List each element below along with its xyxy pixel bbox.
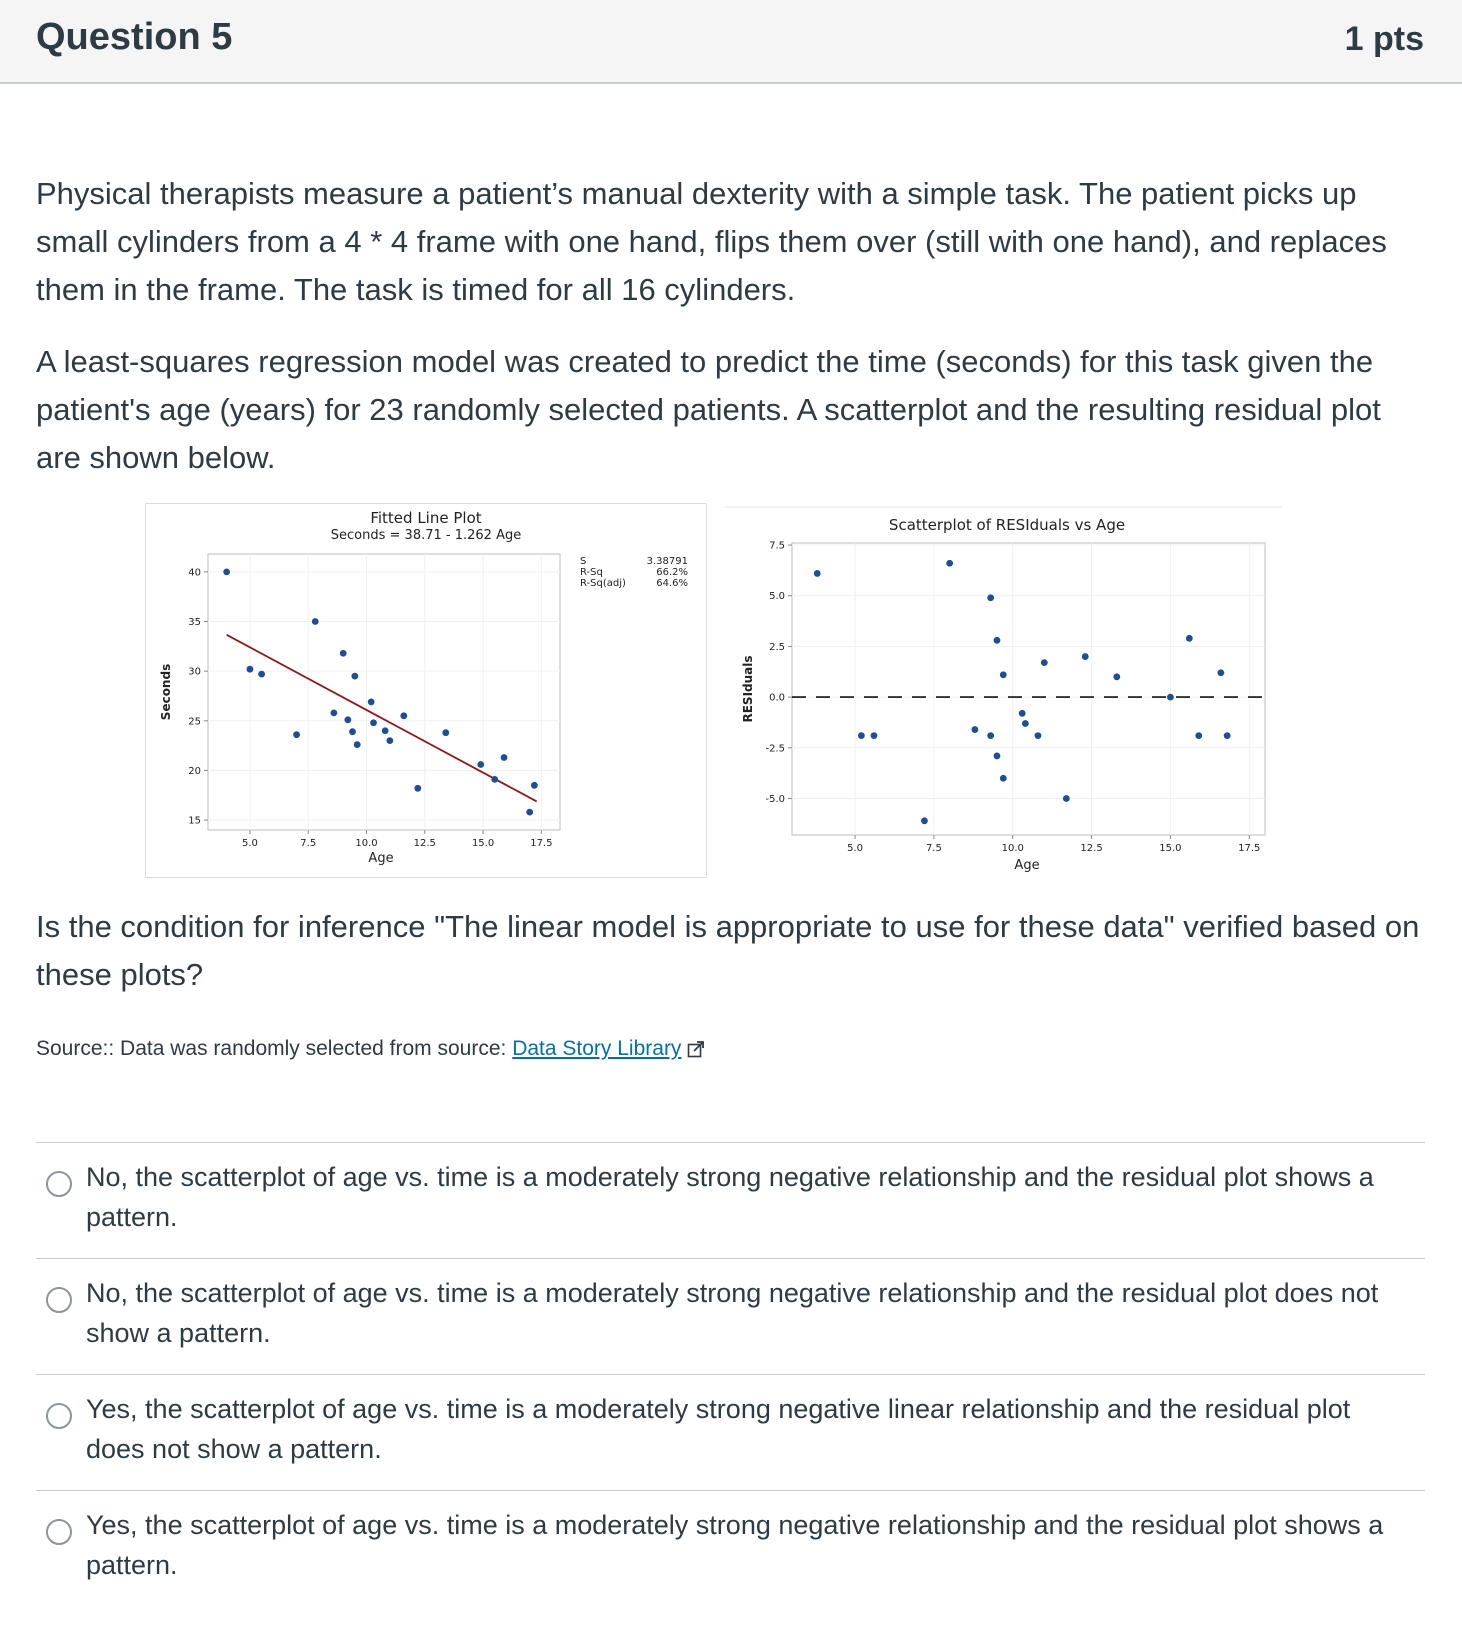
data-point: [1167, 694, 1174, 701]
question-header: [0, 0, 1462, 84]
data-point: [258, 671, 265, 678]
data-point: [971, 726, 978, 733]
answer-text-3[interactable]: Yes, the scatterplot of age vs. time is a moderately strong negative linear relationship and the residual plot does not show a pattern.: [86, 1394, 1351, 1464]
stat-s-label: S: [580, 556, 587, 567]
x-tick-label: 7.5: [925, 843, 942, 854]
data-point: [370, 719, 377, 726]
data-point: [994, 637, 1001, 644]
answer-option-1[interactable]: [36, 1142, 1425, 1258]
y-tick-label: 40: [188, 567, 201, 579]
answer-text-1[interactable]: No, the scatterplot of age vs. time is a moderately strong negative relationship and the residual plot shows a pattern.: [86, 1162, 1374, 1232]
stat-s-value: 3.38791: [646, 556, 688, 567]
data-story-library-link[interactable]: Data Story Library: [512, 1037, 682, 1060]
data-point: [1035, 732, 1042, 739]
data-point: [1113, 673, 1120, 680]
data-point: [1217, 669, 1224, 676]
chart2-y-axis-label: RESIduals: [741, 655, 755, 723]
y-tick-label: 5.0: [769, 591, 785, 603]
data-point: [477, 761, 484, 768]
data-point: [871, 732, 878, 739]
radio-button-3[interactable]: [46, 1403, 72, 1429]
data-point: [349, 728, 356, 735]
residual-plot-svg: [725, 506, 1282, 884]
data-point: [354, 741, 361, 748]
data-point: [1224, 732, 1231, 739]
data-point: [531, 782, 538, 789]
chart2-title: Scatterplot of RESIduals vs Age: [888, 516, 1126, 534]
x-tick-label: 10.0: [355, 838, 378, 849]
chart2-x-axis-label: Age: [1014, 858, 1040, 873]
y-tick-label: -5.0: [765, 794, 785, 805]
source-line: [36, 1037, 705, 1061]
x-tick-label: 17.5: [1238, 843, 1261, 854]
data-point: [1186, 635, 1193, 642]
y-tick-label: 35: [188, 617, 201, 629]
data-point: [1195, 732, 1202, 739]
data-point: [501, 754, 508, 761]
x-tick-label: 5.0: [242, 838, 258, 849]
x-tick-label: 10.0: [1001, 843, 1024, 854]
chart1-plot-area: [208, 554, 560, 830]
question-points: 1 pts: [1344, 20, 1424, 58]
source-prefix: Source:: Data was randomly selected from source:: [36, 1037, 513, 1060]
stat-rsq-label: R-Sq: [580, 567, 603, 578]
stat-rsq-value: 66.2%: [656, 567, 688, 578]
data-point: [921, 817, 928, 824]
answer-option-2[interactable]: [36, 1258, 1425, 1374]
chart1-title: Fitted Line Plot: [370, 509, 482, 527]
x-tick-label: 17.5: [530, 838, 553, 849]
answer-option-3[interactable]: [36, 1374, 1425, 1490]
data-point: [526, 809, 533, 816]
radio-button-2[interactable]: [46, 1287, 72, 1313]
data-point: [994, 753, 1001, 760]
answer-text-2[interactable]: No, the scatterplot of age vs. time is a moderately strong negative relationship and the residual plot does not show a pattern.: [86, 1278, 1379, 1348]
data-point: [312, 618, 319, 625]
question-prompt: Is the condition for inference "The linear model is appropriate to use for these data" verified based on these plots?: [36, 909, 1420, 992]
y-tick-label: 25: [188, 716, 201, 728]
answer-text-4[interactable]: Yes, the scatterplot of age vs. time is a moderately strong negative relationship and the residual plot shows a pattern.: [86, 1510, 1384, 1580]
chart2-plot-area: [792, 543, 1265, 835]
data-point: [223, 568, 230, 575]
data-point: [1022, 720, 1029, 727]
answer-option-4[interactable]: [36, 1490, 1425, 1606]
chart1-subtitle: Seconds = 38.71 - 1.262 Age: [330, 528, 522, 543]
data-point: [491, 776, 498, 783]
question-paragraph-2: A least-squares regression model was created to predict the time (seconds) for this task given the patient's age (years) for 23 randomly selected patients. A scatterplot and the resulting residual plot are shown below.: [36, 344, 1381, 475]
chart1-x-axis-label: Age: [368, 851, 394, 866]
y-tick-label: 2.5: [769, 641, 785, 653]
data-point: [351, 673, 358, 680]
data-point: [382, 727, 389, 734]
chart1-y-axis-label: Seconds: [159, 663, 173, 721]
x-tick-label: 5.0: [847, 843, 864, 854]
question-title: Question 5: [36, 16, 233, 58]
x-tick-label: 12.5: [1080, 843, 1103, 854]
data-point: [368, 699, 375, 706]
data-point: [247, 666, 254, 673]
y-tick-label: 30: [188, 666, 201, 678]
x-tick-label: 7.5: [300, 838, 317, 849]
data-point: [340, 650, 347, 657]
data-point: [1041, 659, 1048, 666]
data-point: [344, 716, 351, 723]
data-point: [1000, 775, 1007, 782]
data-point: [414, 785, 421, 792]
data-point: [858, 732, 865, 739]
data-point: [386, 737, 393, 744]
radio-button-4[interactable]: [46, 1519, 72, 1545]
data-point: [293, 731, 300, 738]
data-point: [987, 732, 994, 739]
answer-list: [36, 1142, 1425, 1606]
y-tick-label: 7.5: [769, 540, 785, 552]
residual-plot: [725, 506, 1282, 884]
data-point: [987, 594, 994, 601]
x-tick-label: 12.5: [413, 838, 436, 849]
y-tick-label: 20: [188, 765, 201, 777]
data-point: [1000, 671, 1007, 678]
data-point: [1063, 795, 1070, 802]
fitted-line-plot: [145, 503, 707, 878]
data-point: [330, 709, 337, 716]
y-tick-label: 0.0: [769, 692, 785, 704]
data-point: [400, 712, 407, 719]
data-point: [814, 570, 821, 577]
question-paragraph-1: Physical therapists measure a patient’s manual dexterity with a simple task. The patient picks up small cylinders from a 4 * 4 frame with one hand, flips them over (still with one hand), and replaces them in the frame. The task is timed for all 16 cylinders.: [36, 176, 1387, 307]
x-tick-label: 15.0: [471, 838, 495, 849]
data-point: [946, 560, 953, 567]
stat-rsqadj-label: R-Sq(adj): [580, 578, 626, 589]
fitted-line-plot-svg: [146, 504, 706, 877]
radio-button-1[interactable]: [46, 1171, 72, 1197]
y-tick-label: 15: [188, 815, 201, 827]
external-link-icon[interactable]: [687, 1040, 705, 1058]
x-tick-label: 15.0: [1159, 843, 1182, 854]
chart1-stats: [580, 556, 688, 589]
y-tick-label: -2.5: [765, 743, 785, 755]
data-point: [1082, 653, 1089, 660]
data-point: [442, 729, 449, 736]
stat-rsqadj-value: 64.6%: [656, 578, 688, 589]
data-point: [1019, 710, 1026, 717]
